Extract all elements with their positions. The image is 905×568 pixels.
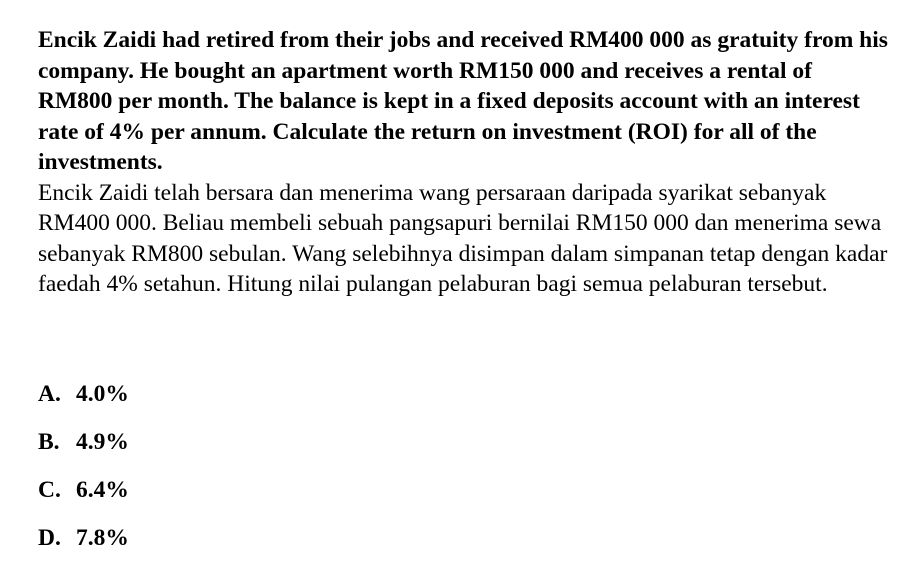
option-letter: A. <box>38 381 61 407</box>
question-text-english: Encik Zaidi had retired from their jobs and received RM400 000 as gratuity from his company. He bought an apartment worth RM150 000 and receives a rental of RM800 per month. The balance is kept in a fixed deposits account with an interest rate of 4% per annum. Calculate the return on investment (ROI) for all of the investments. <box>38 27 888 175</box>
question-text-malay: Encik Zaidi telah bersara dan menerima wang persaraan daripada syarikat sebanyak RM400 000. Beliau membeli sebuah pangsapuri bernilai RM150 000 dan menerima sewa sebanyak RM800 sebulan. Wang selebihnya disimpan dalam simpanan tetap dengan kadar faedah 4% setahun. Hitung nilai pulangan pelaburan bagi semua pelaburan tersebut. <box>38 179 888 297</box>
option-c[interactable] <box>38 472 438 520</box>
option-value: 6.4% <box>76 477 129 503</box>
option-value: 7.8% <box>76 525 129 551</box>
option-value: 4.9% <box>76 429 129 455</box>
option-letter: D. <box>38 525 61 551</box>
answer-options <box>38 376 438 568</box>
option-a[interactable] <box>38 376 438 424</box>
question-block <box>38 25 888 300</box>
option-d[interactable] <box>38 520 438 568</box>
option-b[interactable] <box>38 424 438 472</box>
option-letter: B. <box>38 429 60 455</box>
option-letter: C. <box>38 477 61 503</box>
option-value: 4.0% <box>76 381 129 407</box>
